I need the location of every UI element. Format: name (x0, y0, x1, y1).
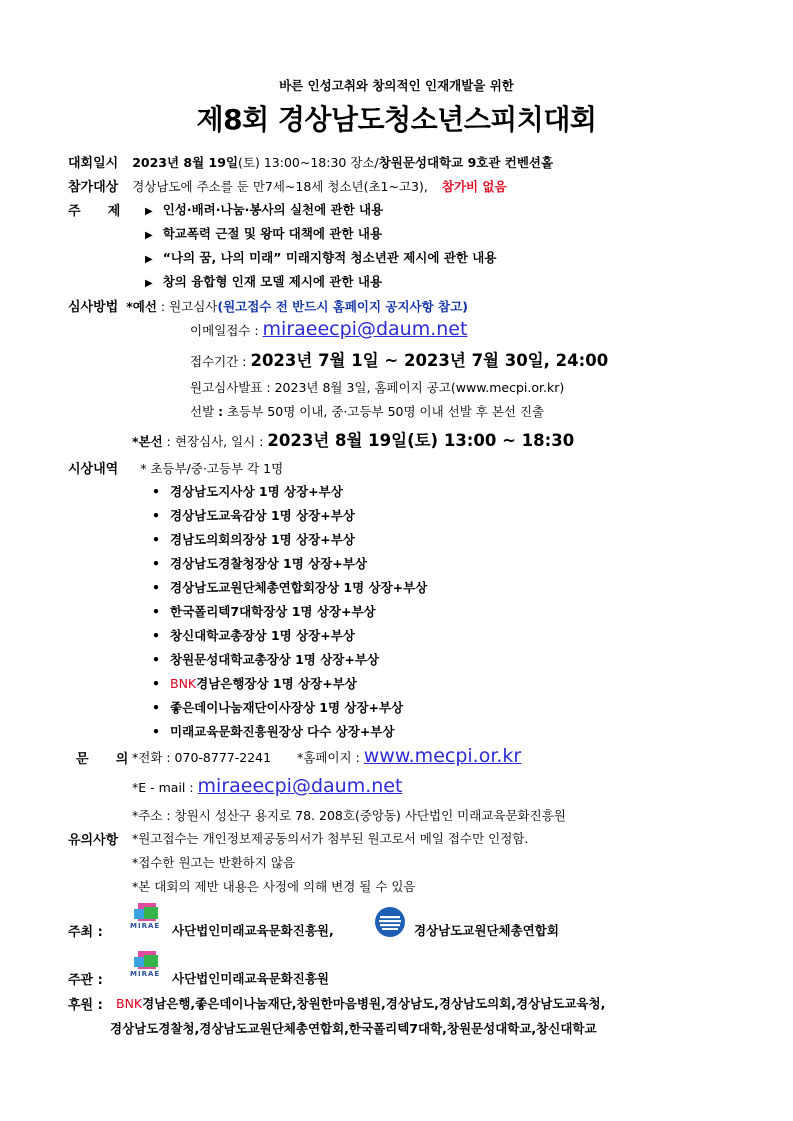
eligibility-row (68, 176, 507, 195)
award-text: 좋은데이나눔재단이사장상 1명 상장+부상 (170, 700, 404, 715)
select-text: 초등부 50명 이내, 중·고등부 50명 이내 선발 후 본선 진출 (223, 404, 545, 419)
topics-label: 주 제 (68, 204, 121, 219)
contact-phone-row (132, 745, 521, 767)
award-item (152, 578, 427, 596)
final-date: 2023년 8월 19일(토) 13:00 ~ 18:30 (267, 431, 575, 450)
judging-label: 심사방법 (68, 300, 119, 315)
note-item: *원고접수는 개인정보제공동의서가 첨부된 원고로서 메일 접수만 인정함. (132, 831, 529, 846)
bullet-dot-icon: • (152, 604, 160, 619)
bullet-dot-icon: • (152, 556, 160, 571)
award-text: 창신대학교총장상 1명 상장+부상 (170, 628, 355, 643)
topic-text: “나의 꿈, 나의 미래” 미래지향적 청소년관 제시에 관한 내용 (162, 250, 497, 265)
sponsor-line2: 경상남도경찰청,경상남도교원단체총연합회,한국폴리텍7대학,창원문성대학교,창신대학교 (110, 1021, 597, 1036)
topic-item (145, 200, 383, 218)
topic-item (145, 272, 382, 290)
schedule-venue: 창원문성대학교 9호관 컨벤션홀 (378, 155, 554, 170)
sponsor-line1: BNK경남은행,좋은데이나눔재단,창원한마음병원,경상남도,경상남도의회,경상남도교육청, (116, 996, 606, 1011)
schedule-label: 대회일시 (68, 156, 119, 171)
fee-badge: 참가비 없음 (441, 179, 507, 194)
mirae-logo: MIRAE (130, 951, 164, 979)
bullet-dot-icon: • (152, 724, 160, 739)
final-row (132, 427, 574, 451)
announce-text: 원고심사발표 : 2023년 8월 3일, 홈페이지 공고(www.mecpi.or.kr) (190, 380, 565, 395)
note-item: *본 대회의 제반 내용은 사정에 의해 변경 될 수 있음 (132, 879, 416, 894)
teachers-federation-logo (374, 906, 406, 938)
final-text: : 현장심사, 일시 : (162, 434, 268, 449)
contact-email-row (132, 775, 402, 797)
award-item (152, 482, 343, 500)
award-text: 경남은행장상 1명 상장+부상 (196, 676, 357, 691)
topic-item (145, 224, 382, 242)
schedule-time: (토) 13:00~18:30 장소/ (238, 155, 379, 170)
organizer-label: 주관 : (68, 973, 103, 988)
eligibility-text: 경상남도에 주소를 둔 만7세~18세 청소년(초1~고3), (132, 179, 428, 194)
select-label: 선발 (190, 404, 219, 419)
triangle-bullet-icon: ▶ (145, 254, 153, 265)
prelim-label: *예선 (126, 299, 157, 314)
topic-text: 창의 융합형 인재 모델 제시에 관한 내용 (162, 274, 383, 289)
homepage-label: *홈페이지 : (297, 750, 364, 765)
period-label: 접수기간 : (190, 354, 251, 369)
judging-prelim-row (68, 296, 468, 315)
mirae-logo: MIRAE (130, 903, 164, 931)
topic-text: 학교폭력 근절 및 왕따 대책에 관한 내용 (162, 226, 383, 241)
period-value: 2023년 7월 1일 ~ 2023년 7월 30일, 24:00 (250, 351, 609, 370)
triangle-bullet-icon: ▶ (145, 230, 153, 241)
award-text: 경남도의회의장상 1명 상장+부상 (170, 532, 355, 547)
email-row (190, 318, 467, 340)
award-item (152, 602, 376, 620)
bullet-dot-icon: • (152, 676, 160, 691)
contact-label: 문 의 (76, 752, 129, 767)
bnk-text: BNK (170, 676, 197, 691)
topic-text: 인성·배려·나눔·봉사의 실천에 관한 내용 (162, 202, 384, 217)
page-title: 제8회 경상남도청소년스피치대회 (196, 103, 597, 136)
email-link[interactable]: miraeecpi@daum.net (262, 318, 468, 340)
award-text: 창원문성대학교총장상 1명 상장+부상 (170, 652, 380, 667)
prelim-note: (원고접수 전 반드시 홈페이지 공지사항 참고) (217, 299, 468, 314)
contact-email-label: *E - mail : (132, 780, 198, 795)
bullet-dot-icon: • (152, 580, 160, 595)
award-item (152, 722, 394, 740)
host-org1: 사단법인미래교육문화진흥원, (172, 923, 334, 938)
host-label: 주최 : (68, 925, 103, 940)
awards-note: * 초등부/중·고등부 각 1명 (140, 461, 284, 476)
host-org2: 경상남도교원단체총연합회 (414, 923, 559, 938)
award-item (152, 530, 355, 548)
award-text: 경상남도교원단체총연합회장상 1명 상장+부상 (170, 580, 428, 595)
award-text: 미래교육문화진흥원장상 다수 상장+부상 (170, 724, 395, 739)
homepage-link[interactable]: www.mecpi.or.kr (363, 745, 522, 767)
bullet-dot-icon: • (152, 484, 160, 499)
contact-email-link[interactable]: miraeecpi@daum.net (197, 775, 403, 797)
select-colon: : (218, 404, 224, 419)
triangle-bullet-icon: ▶ (145, 206, 153, 217)
award-text: 경상남도경찰청장상 1명 상장+부상 (170, 556, 367, 571)
email-label: 이메일접수 : (190, 323, 263, 338)
bnk-text: BNK (116, 996, 143, 1011)
award-item (152, 554, 367, 572)
awards-label: 시상내역 (68, 462, 119, 477)
triangle-bullet-icon: ▶ (145, 278, 153, 289)
awards-row (68, 458, 283, 477)
sponsor-label: 후원 : (68, 998, 103, 1013)
notes-label: 유의사항 (68, 833, 119, 848)
schedule-date: 2023년 8월 19일 (132, 155, 239, 170)
bullet-dot-icon: • (152, 508, 160, 523)
award-item (152, 650, 379, 668)
organizer-org: 사단법인미래교육문화진흥원 (172, 971, 329, 986)
contact-phone: *전화 : 070-8777-2241 (132, 750, 272, 765)
award-text: 경상남도교육감상 1명 상장+부상 (170, 508, 355, 523)
bullet-dot-icon: • (152, 700, 160, 715)
final-label: *본선 (132, 434, 163, 449)
period-row (190, 347, 608, 371)
prelim-text: : 원고심사 (156, 299, 218, 314)
eligibility-label: 참가대상 (68, 180, 119, 195)
award-item (152, 698, 403, 716)
award-text: 한국폴리텍7대학장상 1명 상장+부상 (170, 604, 376, 619)
schedule-row (68, 152, 553, 171)
select-row (190, 402, 544, 420)
bullet-dot-icon: • (152, 628, 160, 643)
bullet-dot-icon: • (152, 652, 160, 667)
award-item (152, 626, 355, 644)
award-text: 경상남도지사상 1명 상장+부상 (170, 484, 343, 499)
bullet-dot-icon: • (152, 532, 160, 547)
award-item (152, 674, 357, 692)
award-item (152, 506, 355, 524)
topic-item (145, 248, 496, 266)
note-item: *접수한 원고는 반환하지 않음 (132, 855, 296, 870)
contact-address: *주소 : 창원시 성산구 용지로 78. 208호(중앙동) 사단법인 미래교육문화진흥원 (132, 808, 566, 823)
page-subtitle: 바른 인성고취와 창의적인 인재개발을 위한 (279, 78, 514, 93)
